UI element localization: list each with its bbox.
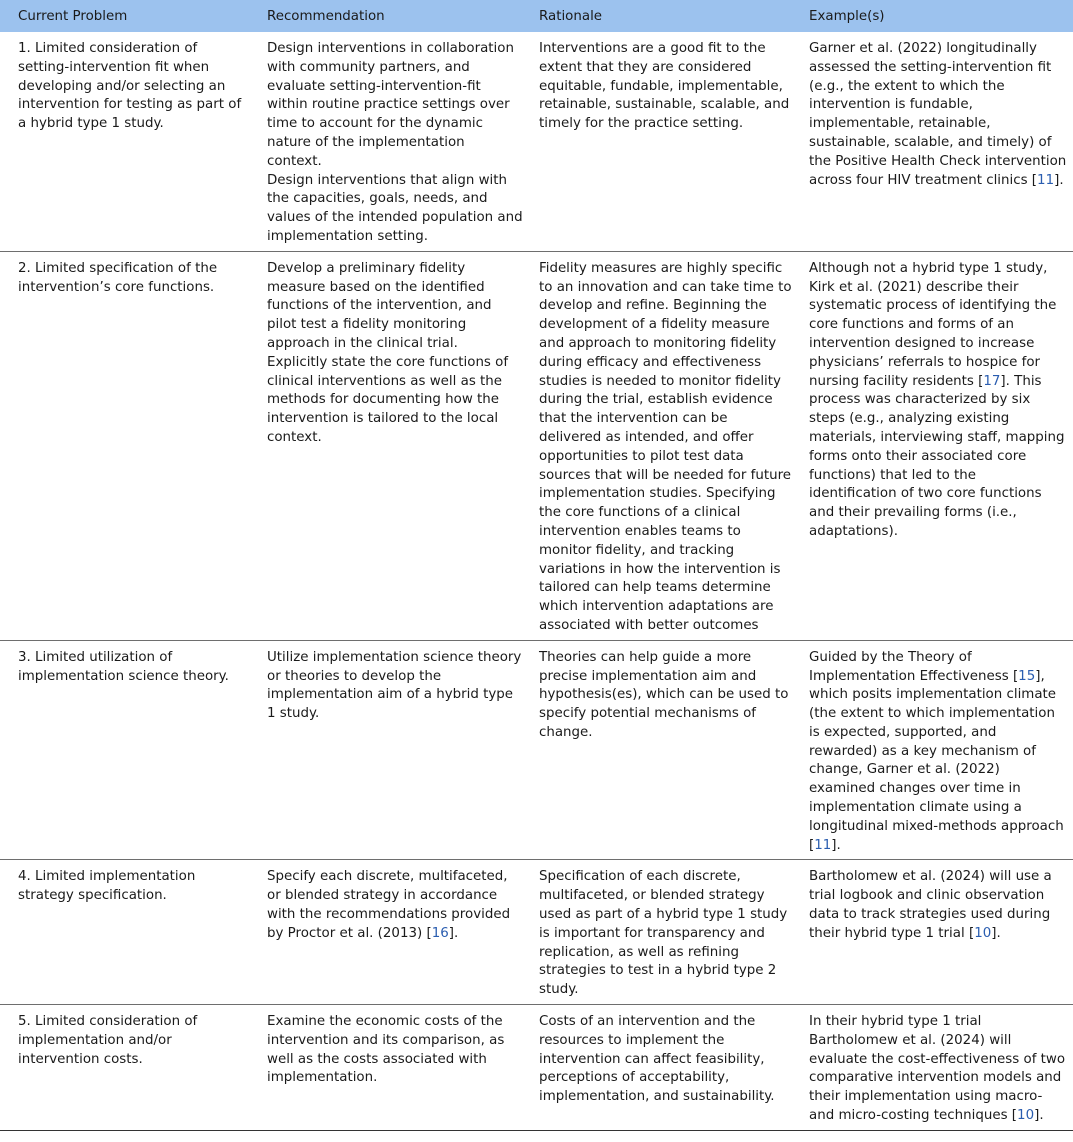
table-row xyxy=(0,32,1073,251)
citation-link[interactable]: 10 xyxy=(1017,1108,1035,1124)
rationale-cell: Specification of each discrete, multifaceted, or blended strategy used as part of a hybrid type 1 study is important for transparency and replication, as well as refining strategies to test in a hybrid type 2 study. xyxy=(529,860,799,1005)
citation-link[interactable]: 16 xyxy=(431,925,449,941)
example-text-end: ]. xyxy=(1034,1108,1044,1124)
example-text-end: ]. xyxy=(1054,172,1064,188)
recommendation-paragraph: Explicitly state the core functions of clinical interventions as well as the methods for documenting how the intervention is tailored to the local context. xyxy=(267,354,509,445)
example-cell xyxy=(799,640,1073,860)
problem-cell: 5. Limited consideration of implementation and/or intervention costs. xyxy=(0,1005,257,1131)
rationale-cell: Interventions are a good fit to the extent that they are considered equitable, fundable, implementable, retainable, sustainable, scalable, and timely for the practice setting. xyxy=(529,32,799,251)
table-row xyxy=(0,251,1073,640)
rationale-cell: Costs of an intervention and the resources to implement the intervention can affect feasibility, perceptions of acceptability, implementation, and sustainability. xyxy=(529,1005,799,1131)
example-text: In their hybrid type 1 trial Bartholomew et al. (2024) will evaluate the cost-effectiveness of two comparative intervention models and their implementation using macro- and micro-costing techniques [ xyxy=(809,1014,1066,1124)
header-current-problem: Current Problem xyxy=(18,9,128,24)
rationale-cell: Fidelity measures are highly specific to an innovation and can take time to develop and refine. Beginning the development of a fidelity measure and approach to monitoring fidelity during efficacy and effectiveness studies is needed to monitor fidelity during the trial, establish evidence that the intervention can be delivered as intended, and offer opportunities to pilot test data sources that will be needed for future implementation studies. Specifying the core functions of a clinical intervention enables teams to monitor fidelity, and tracking variations in how the intervention is tailored can help teams determine which intervention adaptations are associated with better outcomes xyxy=(529,251,799,640)
recommendation-paragraph: Examine the economic costs of the intervention and its comparison, as well as the costs associated with implementation. xyxy=(267,1014,505,1086)
example-cell xyxy=(799,251,1073,640)
recommendation-paragraph: Develop a preliminary fidelity measure based on the identified functions of the intervention, and pilot test a fidelity monitoring approach in the clinical trial. xyxy=(267,260,492,351)
header-recommendation: Recommendation xyxy=(267,9,385,24)
table-row xyxy=(0,1005,1073,1131)
recommendation-paragraph: Design interventions that align with the capacities, goals, needs, and values of the intended population and implementation setting. xyxy=(267,172,523,244)
recommendation-cell xyxy=(257,32,529,251)
example-cell xyxy=(799,1005,1073,1131)
example-text: Although not a hybrid type 1 study, Kirk et al. (2021) describe their systematic process of identifying the core functions and forms of an intervention designed to increase physicians’ referrals to hospice for nursing facility residents [ xyxy=(809,260,1057,389)
recommendation-paragraph: Design interventions in collaboration with community partners, and evaluate setting-intervention-fit within routine practice settings over time to account for the dynamic nature of the implementation context. xyxy=(267,41,514,169)
table-row xyxy=(0,860,1073,1005)
recommendation-cell xyxy=(257,640,529,860)
citation-link[interactable]: 10 xyxy=(974,925,992,941)
example-cell xyxy=(799,860,1073,1005)
problem-cell: 2. Limited specification of the intervention’s core functions. xyxy=(0,251,257,640)
citation-link[interactable]: 11 xyxy=(1037,172,1055,188)
citation-link[interactable]: 11 xyxy=(814,837,832,853)
example-text: Guided by the Theory of Implementation Effectiveness [ xyxy=(809,649,1019,684)
citation-link[interactable]: 17 xyxy=(983,373,1001,389)
problem-cell: 3. Limited utilization of implementation science theory. xyxy=(0,640,257,860)
rationale-cell: Theories can help guide a more precise implementation aim and hypothesis(es), which can be used to specify potential mechanisms of change. xyxy=(529,640,799,860)
citation-link[interactable]: 15 xyxy=(1018,668,1036,684)
recommendation-cell: Specify each discrete, multifaceted, or blended strategy in accordance with the recommendations provided by Proctor et al. (2013) [16]. xyxy=(257,860,529,1005)
example-cell xyxy=(799,32,1073,251)
problem-cell: 1. Limited consideration of setting-intervention fit when developing and/or selecting an intervention for testing as part of a hybrid type 1 study. xyxy=(0,32,257,251)
header-rationale: Rationale xyxy=(539,9,603,24)
header-examples: Example(s) xyxy=(809,9,885,24)
problem-cell: 4. Limited implementation strategy specification. xyxy=(0,860,257,1005)
table-header-row xyxy=(0,0,1073,32)
example-text: Garner et al. (2022) longitudinally assessed the setting-intervention fit (e.g., the extent to which the intervention is fundable, implementable, retainable, sustainable, scalable, and timely) of the Positive Health Check intervention across four HIV treatment clinics [ xyxy=(809,41,1067,188)
example-text-end: ]. xyxy=(991,925,1001,941)
example-text: Bartholomew et al. (2024) will use a trial logbook and clinic observation data to track strategies used during their hybrid type 1 trial [ xyxy=(809,869,1052,941)
table-row xyxy=(0,640,1073,860)
recommendation-paragraph: Utilize implementation science theory or theories to develop the implementation aim of a hybrid type 1 study. xyxy=(267,649,522,722)
recommendation-cell xyxy=(257,1005,529,1131)
example-text-end: ]. This process was characterized by six steps (e.g., analyzing existing materials, interviewing staff, mapping forms onto their associated core functions) that led to the identification of two core functions and their prevailing forms (i.e., adaptations). xyxy=(809,373,1065,539)
example-text-end: ], which posits implementation climate (the extent to which implementation is expected, supported, and rewarded) as a key mechanism of change, Garner et al. (2022) examined changes over time in implementation climate using a longitudinal mixed-methods approach [11]. xyxy=(809,668,1064,853)
recommendation-cell xyxy=(257,251,529,640)
